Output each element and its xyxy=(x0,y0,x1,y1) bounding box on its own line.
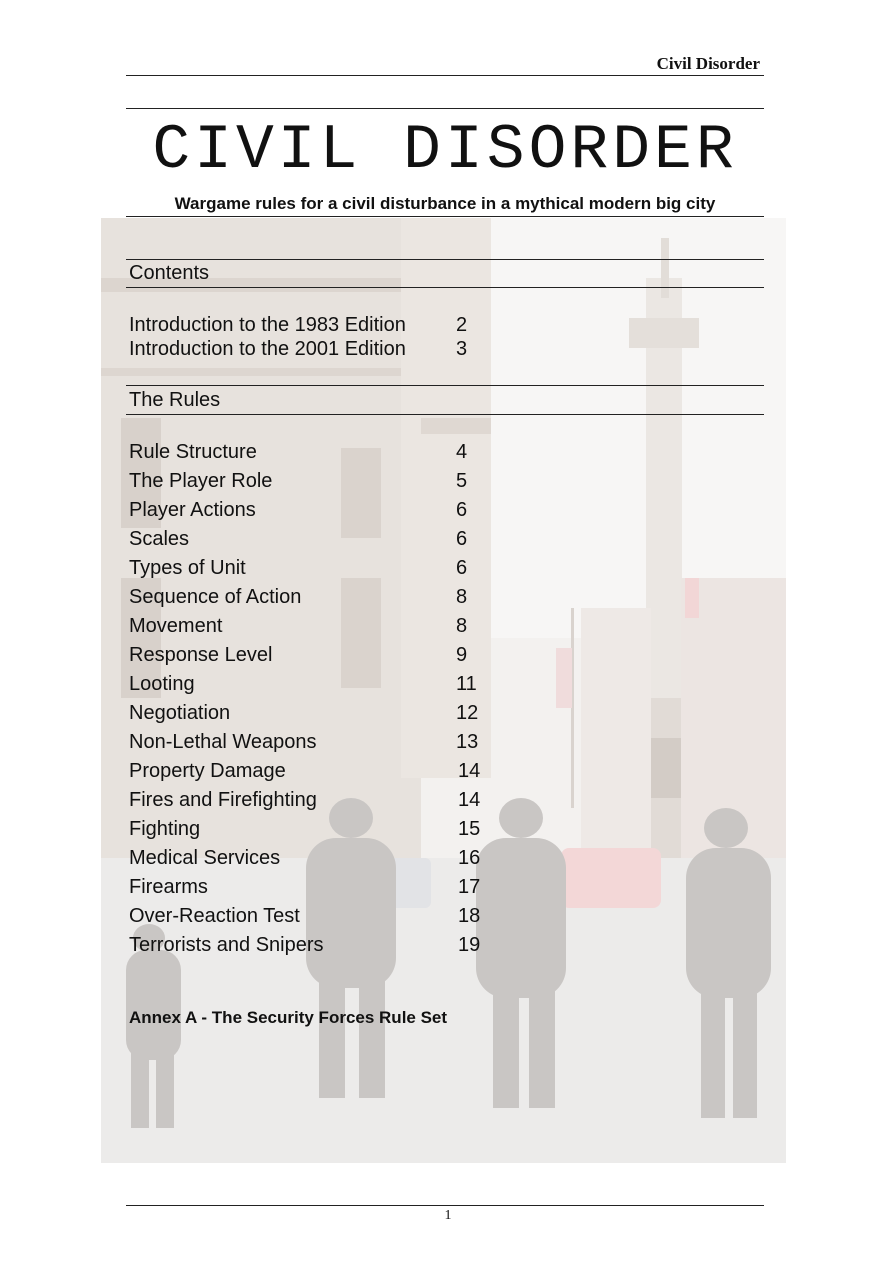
toc-entry-label: Player Actions xyxy=(129,499,256,521)
toc-entry-label: Terrorists and Snipers xyxy=(129,934,324,956)
toc-entry[interactable] xyxy=(129,441,549,470)
rules-bottom-rule xyxy=(126,414,764,415)
toc-entry[interactable] xyxy=(129,644,549,673)
toc-entry[interactable] xyxy=(129,702,549,731)
toc-entry-label: Firearms xyxy=(129,876,208,898)
toc-entry[interactable] xyxy=(129,760,549,789)
toc-entry-page: 12 xyxy=(456,702,479,724)
contents-heading: Contents xyxy=(129,262,210,284)
toc-entry[interactable] xyxy=(129,847,549,876)
toc-entry-page: 18 xyxy=(458,905,481,927)
toc-entry[interactable] xyxy=(129,338,549,367)
header-rule xyxy=(126,75,764,76)
toc-entry-label: Scales xyxy=(129,528,190,550)
toc-entry-label: Over-Reaction Test xyxy=(129,905,300,927)
toc-entry-label: Looting xyxy=(129,673,195,695)
toc-entry-page: 9 xyxy=(456,644,468,666)
toc-entry-page: 5 xyxy=(456,470,468,492)
toc-entry-label: Negotiation xyxy=(129,702,231,724)
toc-entry-page: 17 xyxy=(458,876,481,898)
toc-entry-label: Fires and Firefighting xyxy=(129,789,317,811)
toc-entry-page: 8 xyxy=(456,586,468,608)
toc-entry-label: Introduction to the 1983 Edition xyxy=(129,314,406,336)
toc-entry-label: Introduction to the 2001 Edition xyxy=(129,338,406,360)
title-bottom-rule xyxy=(126,216,764,217)
toc-entry-label: Fighting xyxy=(129,818,201,840)
toc-entry[interactable] xyxy=(129,470,549,499)
toc-entry-page: 6 xyxy=(456,528,468,550)
toc-entry-page: 2 xyxy=(456,314,468,336)
toc-entry-label: Response Level xyxy=(129,644,273,666)
toc-entry-page: 11 xyxy=(456,673,477,695)
toc-entry-label: Property Damage xyxy=(129,760,286,782)
toc-entry-page: 14 xyxy=(458,760,481,782)
running-header: Civil Disorder xyxy=(656,54,760,73)
toc-entry[interactable] xyxy=(129,586,549,615)
toc-entry[interactable] xyxy=(129,789,549,818)
contents-top-rule xyxy=(126,259,764,260)
toc-entry-label: Movement xyxy=(129,615,223,637)
toc-entry[interactable] xyxy=(129,557,549,586)
page-number: 1 xyxy=(444,1208,452,1223)
toc-entry[interactable] xyxy=(129,731,549,760)
toc-entry[interactable] xyxy=(129,818,549,847)
rules-top-rule xyxy=(126,385,764,386)
annex-link[interactable]: Annex A - The Security Forces Rule Set xyxy=(129,1008,448,1027)
toc-entry-page: 15 xyxy=(458,818,481,840)
toc-entry-page: 6 xyxy=(456,557,468,579)
title-top-rule xyxy=(126,108,764,109)
toc-entry[interactable] xyxy=(129,876,549,905)
toc-entry-label: The Player Role xyxy=(129,470,273,492)
contents-bottom-rule xyxy=(126,287,764,288)
toc-entry[interactable] xyxy=(129,615,549,644)
toc-entry-label: Medical Services xyxy=(129,847,281,869)
main-title: CIVIL DISORDER xyxy=(152,115,738,186)
toc-entry[interactable] xyxy=(129,528,549,557)
toc-entry-page: 8 xyxy=(456,615,468,637)
toc-entry-label: Types of Unit xyxy=(129,557,246,579)
footer-rule xyxy=(126,1205,764,1206)
toc-entry-label: Sequence of Action xyxy=(129,586,302,608)
toc-entry[interactable] xyxy=(129,905,549,934)
toc-entry-page: 16 xyxy=(458,847,481,869)
toc-entry[interactable] xyxy=(129,499,549,528)
toc-entry-label: Rule Structure xyxy=(129,441,257,463)
toc-entry-page: 13 xyxy=(456,731,479,753)
toc-entry[interactable] xyxy=(129,934,549,963)
toc-entry-page: 6 xyxy=(456,499,468,521)
toc-entry[interactable] xyxy=(129,673,549,702)
toc-entry-label: Non-Lethal Weapons xyxy=(129,731,317,753)
toc-entry-page: 3 xyxy=(456,338,468,360)
toc-entry-page: 4 xyxy=(456,441,468,463)
toc-entry-page: 19 xyxy=(458,934,481,956)
toc-entry-page: 14 xyxy=(458,789,481,811)
rules-heading: The Rules xyxy=(129,389,221,411)
subtitle: Wargame rules for a civil disturbance in a mythical modern big city xyxy=(174,194,716,213)
